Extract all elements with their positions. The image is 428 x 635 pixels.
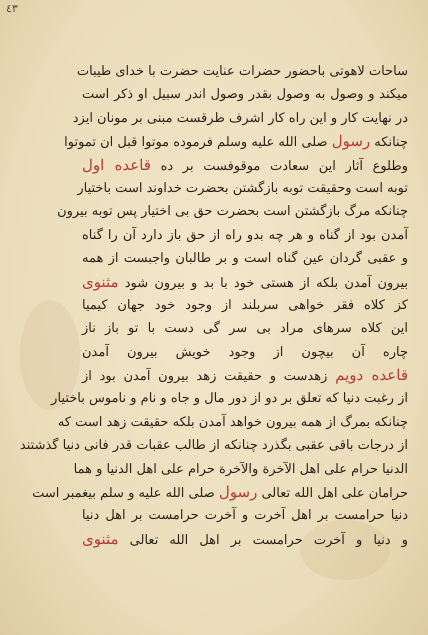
line-text: چنانکه xyxy=(370,135,408,151)
text-line xyxy=(77,177,408,200)
text-line xyxy=(57,411,408,434)
line-text: و عقبی گردان عین گناه است و بر طالبان واجبست از همه xyxy=(82,251,408,267)
text-line xyxy=(82,224,408,247)
text-line xyxy=(82,528,408,551)
line-text: دنیا حرامست بر اهل آخرت و آخرت حرامست بر اهل دنیا xyxy=(82,508,408,524)
line-text: صلی الله علیه و سلم بیغمبر است xyxy=(32,486,219,502)
text-line xyxy=(57,200,408,223)
text-line xyxy=(82,364,408,387)
text-line xyxy=(82,271,408,294)
line-text: از رغبت دنیا که تعلق بر دو از دور مال و جاه و نام و ناموس باختیار xyxy=(51,391,408,407)
line-text: از درجات باقی عقبی بگذرد چنانکه از طالب عقبات قدر فانی دنیا گذشتند xyxy=(19,438,408,454)
line-text: ساحات لاهوتی باحضور حضرات عنایت حضرت با خدای طیبات xyxy=(76,64,408,79)
line-text: چنانکه مرگ بازگشتن است بحضرت حق بی اختیار پس توبه بیرون xyxy=(57,204,408,220)
text-line xyxy=(51,387,408,410)
line-text: توبه است وحقیقت توبه بازگشتن بحضرت خداوند است باختیار xyxy=(77,180,408,196)
text-line xyxy=(82,247,408,270)
line-text: کز کلاه فقر خواهی سربلند از وجود خود جهان کیمیا xyxy=(82,297,408,313)
line-text: چنانکه بمرگ از همه بیرون خواهد آمدن بلکه حقیقت زهد است که xyxy=(57,414,408,430)
text-line xyxy=(82,294,408,317)
line-text: صلی الله علیه وسلم فرموده موتوا قبل ان تموتوا xyxy=(64,135,332,151)
text-line xyxy=(82,154,408,177)
text-line xyxy=(82,341,408,364)
text-line xyxy=(72,107,408,130)
line-text: زهدست و حقیقت زهد بیرون آمدن بود از xyxy=(82,369,336,385)
line-text: آمدن بود از گناه و هر چه بدو راه از حق باز دارد آن را گناه xyxy=(82,227,408,243)
text-line xyxy=(76,60,408,83)
text-line xyxy=(64,130,408,153)
line-text: میکند و وصول به وصول بقدر وصول اندر سبیل او ذکر است xyxy=(82,87,408,103)
rubric-heading: قاعده اول xyxy=(82,155,151,174)
line-text: و دنیا و آخرت حرامست بر اهل الله تعالی xyxy=(118,532,408,548)
text-line xyxy=(32,481,408,504)
manuscript-text-block xyxy=(19,60,408,551)
line-text: حرامان علی اهل الله تعالی xyxy=(257,486,408,502)
line-text: بیرون آمدن بلکه از هستی خود با بد و بیرون شود xyxy=(118,275,408,291)
rubric-heading: رسول xyxy=(218,483,258,502)
text-line xyxy=(19,434,408,457)
rubric-heading: رسول xyxy=(331,132,371,151)
line-text: در نهایت کار و این راه کار اشرف طرقست مبنی بر مونان ایزد xyxy=(72,110,408,126)
line-text: وطلوع آثار این سعادت موقوفست بر ده xyxy=(150,158,408,174)
rubric-heading: قاعده دویم xyxy=(335,366,408,385)
text-line xyxy=(82,317,408,340)
line-text: این کلاه سرهای مراد بی سر گی دست با تو باز ناز xyxy=(82,321,408,337)
line-text: الدنیا حرام علی اهل الآخرة والآخرة حرام علی اهل الدنیا و هما xyxy=(73,461,408,477)
folio-number: ٤٣ xyxy=(6,2,18,15)
rubric-heading: مثنوی xyxy=(82,529,119,548)
text-line xyxy=(82,504,408,527)
text-line xyxy=(82,83,408,106)
text-line xyxy=(73,458,408,481)
rubric-heading: مثنوی xyxy=(82,272,119,291)
line-text: چاره آن بیچون از وجود خویش بیرون آمدن xyxy=(82,344,408,360)
